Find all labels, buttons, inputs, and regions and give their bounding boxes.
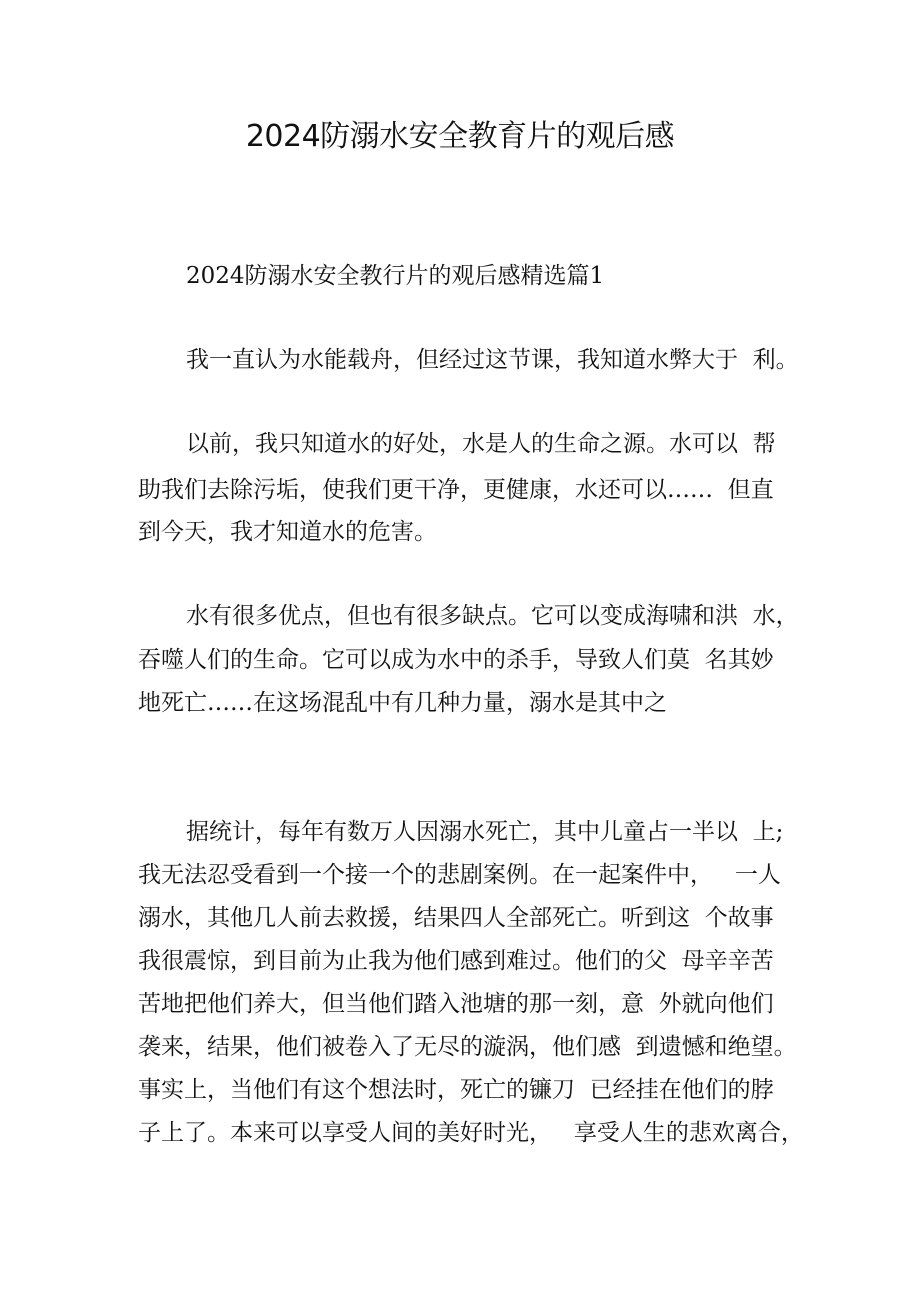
paragraph-line: 我一直认为水能载舟，但经过这节课，我知道水弊大于 利。 xyxy=(186,347,799,373)
paragraph-line: 苦地把他们养大，但当他们踏入池塘的那一刻，意 外就向他们 xyxy=(138,991,774,1017)
paragraph-line: 地死亡……在这场混乱中有几种力量，溺水是其中之 xyxy=(138,690,667,716)
paragraph-line: 我很震惊，到目前为止我为他们感到难过。他们的父 母辛辛苦 xyxy=(138,948,774,974)
document-title: 2024防溺水安全教育片的观后感 xyxy=(245,119,675,154)
paragraph-line: 我无法忍受看到一个接一个的悲剧案例。在一起案件中， 一人 xyxy=(138,862,781,888)
paragraph-line: 子上了。本来可以享受人间的美好时光， 享受人生的悲欢离合， xyxy=(138,1120,804,1146)
paragraph-line: 溺水，其他几人前去救援，结果四人全部死亡。听到这 个故事 xyxy=(138,905,774,931)
paragraph-line: 袭来，结果，他们被卷入了无尽的漩涡，他们感 到遗憾和绝望。 xyxy=(138,1034,797,1060)
paragraph-line: 吞噬人们的生命。它可以成为水中的杀手，导致人们莫 名其妙 xyxy=(138,647,774,673)
section-subtitle: 2024防溺水安全教行片的观后感精选篇1 xyxy=(186,263,605,289)
paragraph-line: 据统计，每年有数万人因溺水死亡，其中儿童占一半以 上; xyxy=(186,819,784,845)
paragraph-line: 事实上，当他们有这个想法时，死亡的镰刀 已经挂在他们的脖 xyxy=(138,1077,774,1103)
paragraph-line: 到今天，我才知道水的危害。 xyxy=(138,519,437,545)
paragraph-line: 助我们去除污垢，使我们更干净，更健康，水还可以…… 但直 xyxy=(138,477,774,503)
paragraph-line: 以前，我只知道水的好处，水是人的生命之源。水可以 帮 xyxy=(186,431,776,457)
paragraph-line: 水有很多优点，但也有很多缺点。它可以变成海啸和洪 水， xyxy=(186,603,799,629)
